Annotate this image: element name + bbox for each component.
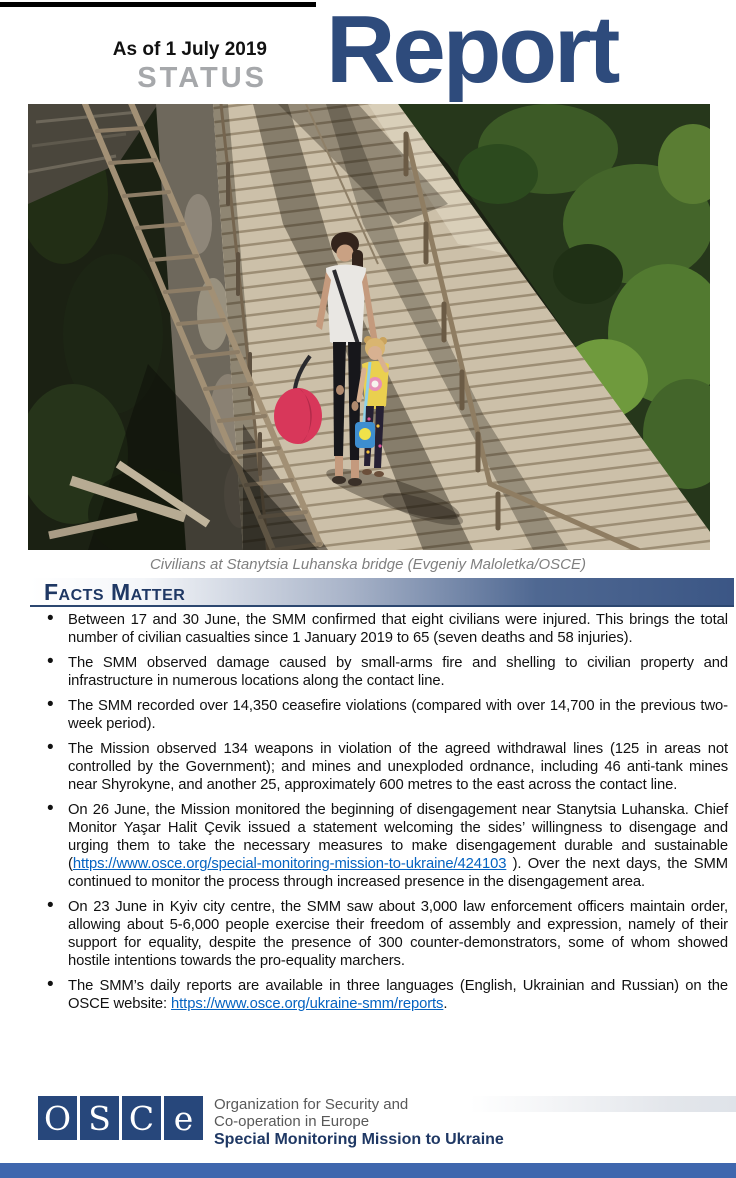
- bridge-photo: [28, 104, 710, 550]
- facts-heading: Facts Matter: [44, 579, 186, 605]
- osce-logo-square-c: [122, 1096, 161, 1140]
- fact-item: [68, 654, 728, 690]
- fact-item: [68, 611, 728, 647]
- hyperlink[interactable]: https://www.osce.org/special-monitoring-mission-to-ukraine/424103: [72, 856, 507, 872]
- report-header-left: [0, 40, 267, 93]
- fact-item: [68, 977, 728, 1013]
- osce-logo: [38, 1096, 203, 1140]
- fact-item: [68, 697, 728, 733]
- footer-gradient-strip: [470, 1096, 736, 1112]
- fact-text: The SMM’s daily reports are available in three languages (English, Ukrainian and Russian) on the OSCE website:: [68, 978, 728, 1012]
- fact-text: Between 17 and 30 June, the SMM confirmed that eight civilians were injured. This brings the total number of civilian casualties since 1 January 2019 to 65 (seven deaths and 58 injuries).: [68, 612, 728, 646]
- osce-logo-letter: e: [173, 1098, 194, 1138]
- osce-logo-square-s: [80, 1096, 119, 1140]
- top-accent-bar: [0, 2, 316, 7]
- fact-text: On 23 June in Kyiv city centre, the SMM saw about 3,000 law enforcement officers maintain order, allowing about 5-6,000 people exercise their freedom of assembly and expression, namely of their support for equality, despite the presence of 300 counter-demonstrators, some of whom showed hostile intentions towards the pro-equality marchers.: [68, 899, 728, 969]
- facts-heading-bar: [30, 578, 734, 607]
- osce-logo-letter: S: [88, 1098, 111, 1138]
- status-label: STATUS: [137, 62, 267, 94]
- hyperlink[interactable]: https://www.osce.org/ukraine-smm/reports: [171, 996, 444, 1012]
- org-line-1: Organization for Security and: [214, 1096, 409, 1113]
- fact-item: [68, 740, 728, 794]
- photo-figure: [28, 104, 710, 550]
- blue-bag: [355, 422, 375, 448]
- report-date: As of 1 July 2019: [112, 39, 267, 60]
- footer-text: [214, 1096, 504, 1149]
- fact-text: The SMM recorded over 14,350 ceasefire violations (compared with over 14,700 in the previous two-week period).: [68, 698, 728, 732]
- fact-text: The SMM observed damage caused by small-arms fire and shelling to civilian property and infrastructure in numerous locations along the contact line.: [68, 655, 728, 689]
- fact-text: .: [443, 996, 448, 1012]
- org-line-2: Co-operation in Europe: [214, 1112, 370, 1130]
- osce-logo-square-e: [164, 1096, 203, 1140]
- fact-text: The Mission observed 134 weapons in violation of the agreed withdrawal lines (125 in areas not controlled by the Government); and mines and unexploded ordnance, including 46 anti-tank mines near Shyrokyne, and another 25, approximately 600 metres to the east across the contact line.: [68, 741, 728, 793]
- osce-footer: [38, 1096, 504, 1149]
- fact-text: ). Over the next days, the SMM continued to monitor the process through increased presence in the disengagement area.: [68, 856, 728, 890]
- report-title: Report: [326, 0, 618, 103]
- fact-item: [68, 898, 728, 970]
- osce-logo-letter: O: [43, 1098, 72, 1138]
- photo-caption: Civilians at Stanytsia Luhanska bridge (Evgeniy Maloletka/OSCE): [149, 556, 587, 573]
- facts-list: [68, 611, 728, 1020]
- mission-name: Special Monitoring Mission to Ukraine: [214, 1131, 504, 1148]
- osce-logo-letter: C: [128, 1098, 155, 1138]
- osce-logo-square-o: [38, 1096, 77, 1140]
- bottom-accent-bar: [0, 1163, 736, 1178]
- fact-item: [68, 801, 728, 891]
- fact-text: On 26 June, the Mission monitored the beginning of disengagement near Stanytsia Luhanska. Chief Monitor Yaşar Halit Çevik issued a statement welcoming the sides’ willingness to disengage and urging them to take the necessary measures to make disengagement durable and sustainable (: [68, 802, 728, 872]
